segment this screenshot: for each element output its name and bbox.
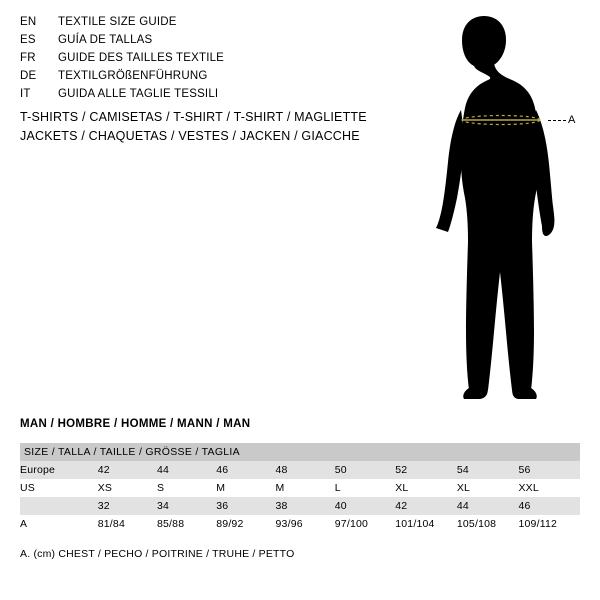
cell: 40 (335, 497, 395, 515)
language-list (20, 16, 360, 106)
cell: 44 (457, 497, 519, 515)
language-code: DE (20, 70, 37, 82)
cell: 109/112 (518, 515, 580, 533)
cell: 46 (216, 461, 275, 479)
language-code: IT (20, 88, 31, 100)
cell: XS (98, 479, 157, 497)
language-row (20, 70, 360, 88)
language-text: GUIDE DES TAILLES TEXTILE (58, 52, 225, 64)
cell: XL (395, 479, 457, 497)
cell: 48 (276, 461, 335, 479)
cell: M (276, 479, 335, 497)
language-code: EN (20, 16, 37, 28)
cell: 46 (518, 497, 580, 515)
cell: 89/92 (216, 515, 275, 533)
language-row (20, 88, 360, 106)
table-title: MAN / HOMBRE / HOMME / MANN / MAN (20, 418, 251, 430)
category-line-tshirts: T-SHIRTS / CAMISETAS / T-SHIRT / T-SHIRT / MAGLIETTE (20, 110, 367, 124)
body-silhouette-figure (400, 10, 600, 405)
language-row (20, 16, 360, 34)
cell: 97/100 (335, 515, 395, 533)
language-code: FR (20, 52, 36, 64)
cell: 85/88 (157, 515, 216, 533)
cell: 32 (98, 497, 157, 515)
cell: 101/104 (395, 515, 457, 533)
marker-leader-line (548, 120, 566, 121)
category-line-jackets: JACKETS / CHAQUETAS / VESTES / JACKEN / GIACCHE (20, 129, 360, 143)
language-text: GUIDA ALLE TAGLIE TESSILI (58, 88, 219, 100)
table-header-row (20, 443, 580, 461)
cell: 36 (216, 497, 275, 515)
row-label (20, 497, 98, 515)
cell: 93/96 (276, 515, 335, 533)
cell: L (335, 479, 395, 497)
cell: XL (457, 479, 519, 497)
category-list (20, 110, 420, 148)
cell: S (157, 479, 216, 497)
cell: 81/84 (98, 515, 157, 533)
cell: 42 (395, 497, 457, 515)
table-row (20, 461, 580, 479)
footnote: A. (cm) CHEST / PECHO / POITRINE / TRUHE / PETTO (20, 548, 295, 560)
cell: 50 (335, 461, 395, 479)
cell: 54 (457, 461, 519, 479)
table-header-cell: SIZE / TALLA / TAILLE / GRÖSSE / TAGLIA (20, 443, 580, 461)
cell: 38 (276, 497, 335, 515)
table-row (20, 515, 580, 533)
cell: 34 (157, 497, 216, 515)
language-text: TEXTILGRÖßENFÜHRUNG (58, 70, 208, 82)
chest-marker-label: A (568, 114, 576, 126)
cell: 44 (157, 461, 216, 479)
language-row (20, 52, 360, 70)
language-text: TEXTILE SIZE GUIDE (58, 16, 177, 28)
language-row (20, 34, 360, 52)
silhouette-icon (400, 10, 600, 405)
language-code: ES (20, 34, 36, 46)
cell: 52 (395, 461, 457, 479)
cell: 105/108 (457, 515, 519, 533)
cell: M (216, 479, 275, 497)
table-row (20, 497, 580, 515)
row-label: Europe (20, 461, 98, 479)
cell: 56 (518, 461, 580, 479)
table-row (20, 479, 580, 497)
size-table (20, 443, 580, 533)
cell: 42 (98, 461, 157, 479)
row-label: US (20, 479, 98, 497)
row-label: A (20, 515, 98, 533)
language-text: GUÍA DE TALLAS (58, 34, 153, 46)
cell: XXL (518, 479, 580, 497)
